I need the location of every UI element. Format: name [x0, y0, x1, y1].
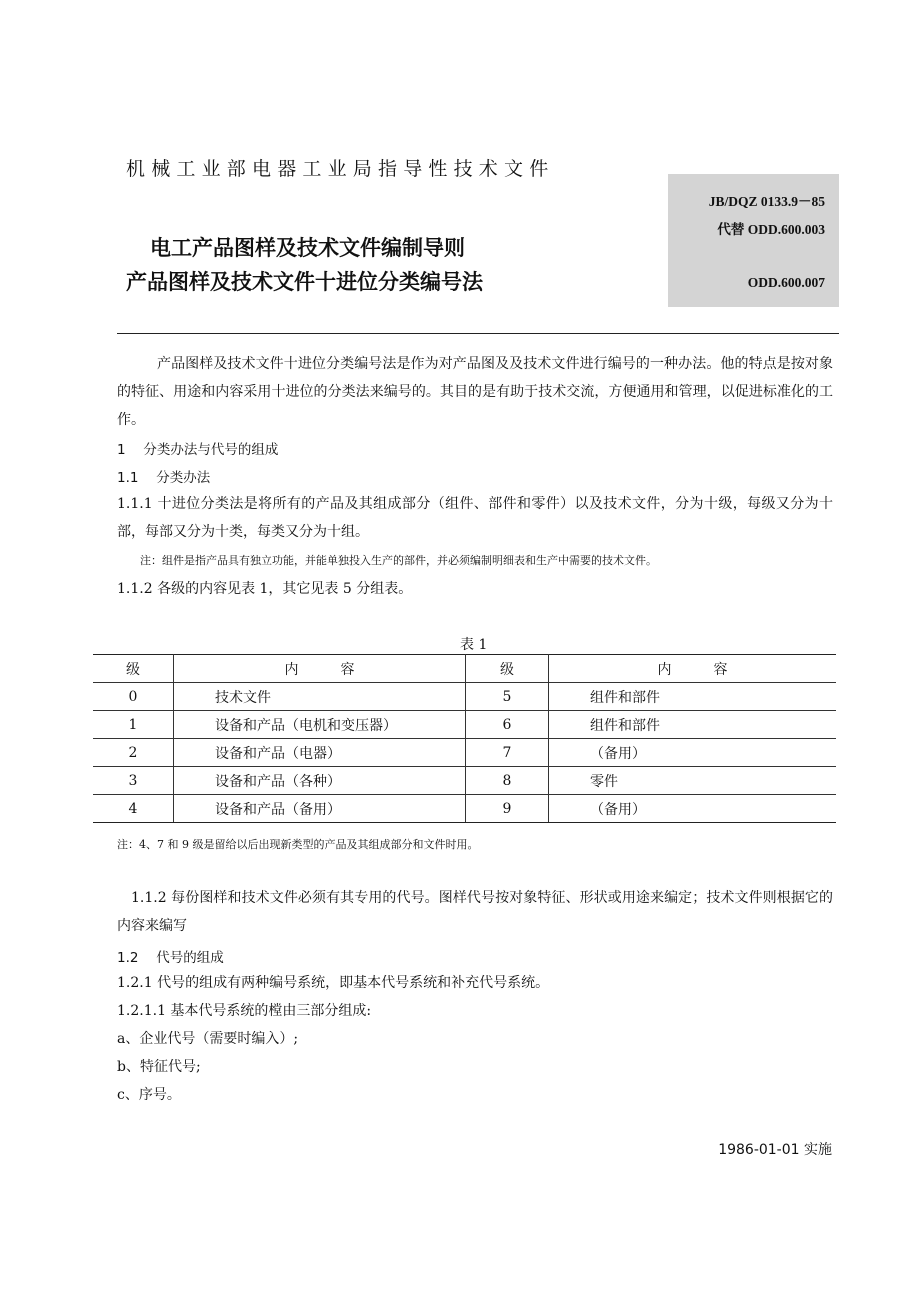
table-cell-level: 6	[466, 711, 549, 739]
table-cell-level: 5	[466, 683, 549, 711]
header-level: 级	[93, 655, 174, 683]
table-cell-level: 2	[93, 739, 174, 767]
table-cell-content: 设备和产品（电器）	[174, 739, 466, 767]
section-1-2-1-paragraph: 1.2.1 代号的组成有两种编号系统，即基本代号系统和补充代号系统。	[117, 975, 550, 991]
standard-code: JB/DQZ 0133.9－85	[708, 194, 825, 209]
table-caption: 表 1	[460, 637, 488, 653]
header-content: 内 容	[549, 655, 837, 683]
table-cell-content: （备用）	[549, 795, 837, 823]
section-1-heading: 1 分类办法与代号的组成	[117, 442, 279, 458]
table-row	[93, 795, 836, 823]
table-header-row	[93, 655, 836, 683]
table-cell-content: 设备和产品（电机和变压器）	[174, 711, 466, 739]
table-cell-level: 3	[93, 767, 174, 795]
list-item-b: b、特征代号;	[117, 1059, 201, 1075]
section-1-2-1-1-paragraph: 1.2.1.1 基本代号系统的樘由三部分组成:	[117, 1003, 372, 1019]
effective-date: 1986-01-01 实施	[718, 1142, 832, 1158]
table-cell-content: 设备和产品（各种）	[174, 767, 466, 795]
list-item-c: c、序号。	[117, 1087, 181, 1103]
header-divider	[117, 333, 839, 334]
table-cell-level: 8	[466, 767, 549, 795]
component-note: 注：组件是指产品具有独立功能，并能单独投入生产的部件，并必须编制明细表和生产中需要的技术文件。	[140, 554, 657, 567]
table-cell-level: 4	[93, 795, 174, 823]
standard-code-box	[668, 174, 839, 307]
table-cell-content: 组件和部件	[549, 711, 837, 739]
table-cell-content: 零件	[549, 767, 837, 795]
section-1-1-heading: 1.1 分类办法	[117, 470, 211, 486]
intro-paragraph: 产品图样及技术文件十进位分类编号法是作为对产品图及及技术文件进行编号的一种办法。他的特点是按对象的特征、用途和内容采用十进位的分类法来编号的。其目的是有助于技术交流，方便通用和管理，以促进标准化的工作。	[117, 356, 833, 428]
table-row	[93, 711, 836, 739]
level-content-table	[93, 654, 836, 823]
table-row	[93, 739, 836, 767]
table-note: 注：4、7 和 9 级是留给以后出现新类型的产品及其组成部分和文件时用。	[117, 838, 479, 851]
table-row	[93, 767, 836, 795]
header-level: 级	[466, 655, 549, 683]
section-1-1-2-paragraph: 1.1.2 各级的内容见表 1，其它见表 5 分组表。	[117, 581, 413, 597]
odd-code: ODD.600.007	[747, 275, 825, 290]
table-cell-level: 7	[466, 739, 549, 767]
table-cell-content: 设备和产品（备用）	[174, 795, 466, 823]
table-cell-level: 9	[466, 795, 549, 823]
issuing-organization: 机械工业部电器工业局指导性技术文件	[126, 158, 555, 180]
section-1-1-2b-paragraph: 1.1.2 每份图样和技术文件必须有其专用的代号。图样代号按对象特征、形状或用途来编定；技术文件则根据它的内容来编写	[117, 890, 833, 934]
section-1-1-1-paragraph: 1.1.1 十进位分类法是将所有的产品及其组成部分（组件、部件和零件）以及技术文件，分为十级，每级又分为十部，每部又分为十类，每类又分为十组。	[117, 496, 833, 540]
table-cell-level: 1	[93, 711, 174, 739]
table-cell-content: 技术文件	[174, 683, 466, 711]
replaces-code: 代替 ODD.600.003	[717, 222, 825, 237]
document-title-line2: 产品图样及技术文件十进位分类编号法	[126, 270, 483, 294]
table-cell-content: （备用）	[549, 739, 837, 767]
table-cell-level: 0	[93, 683, 174, 711]
section-1-2-heading: 1.2 代号的组成	[117, 950, 224, 966]
table-row	[93, 683, 836, 711]
list-item-a: a、企业代号（需要时编入）;	[117, 1031, 299, 1047]
document-title-line1: 电工产品图样及技术文件编制导则	[150, 236, 465, 260]
table-cell-content: 组件和部件	[549, 683, 837, 711]
header-content: 内 容	[174, 655, 466, 683]
